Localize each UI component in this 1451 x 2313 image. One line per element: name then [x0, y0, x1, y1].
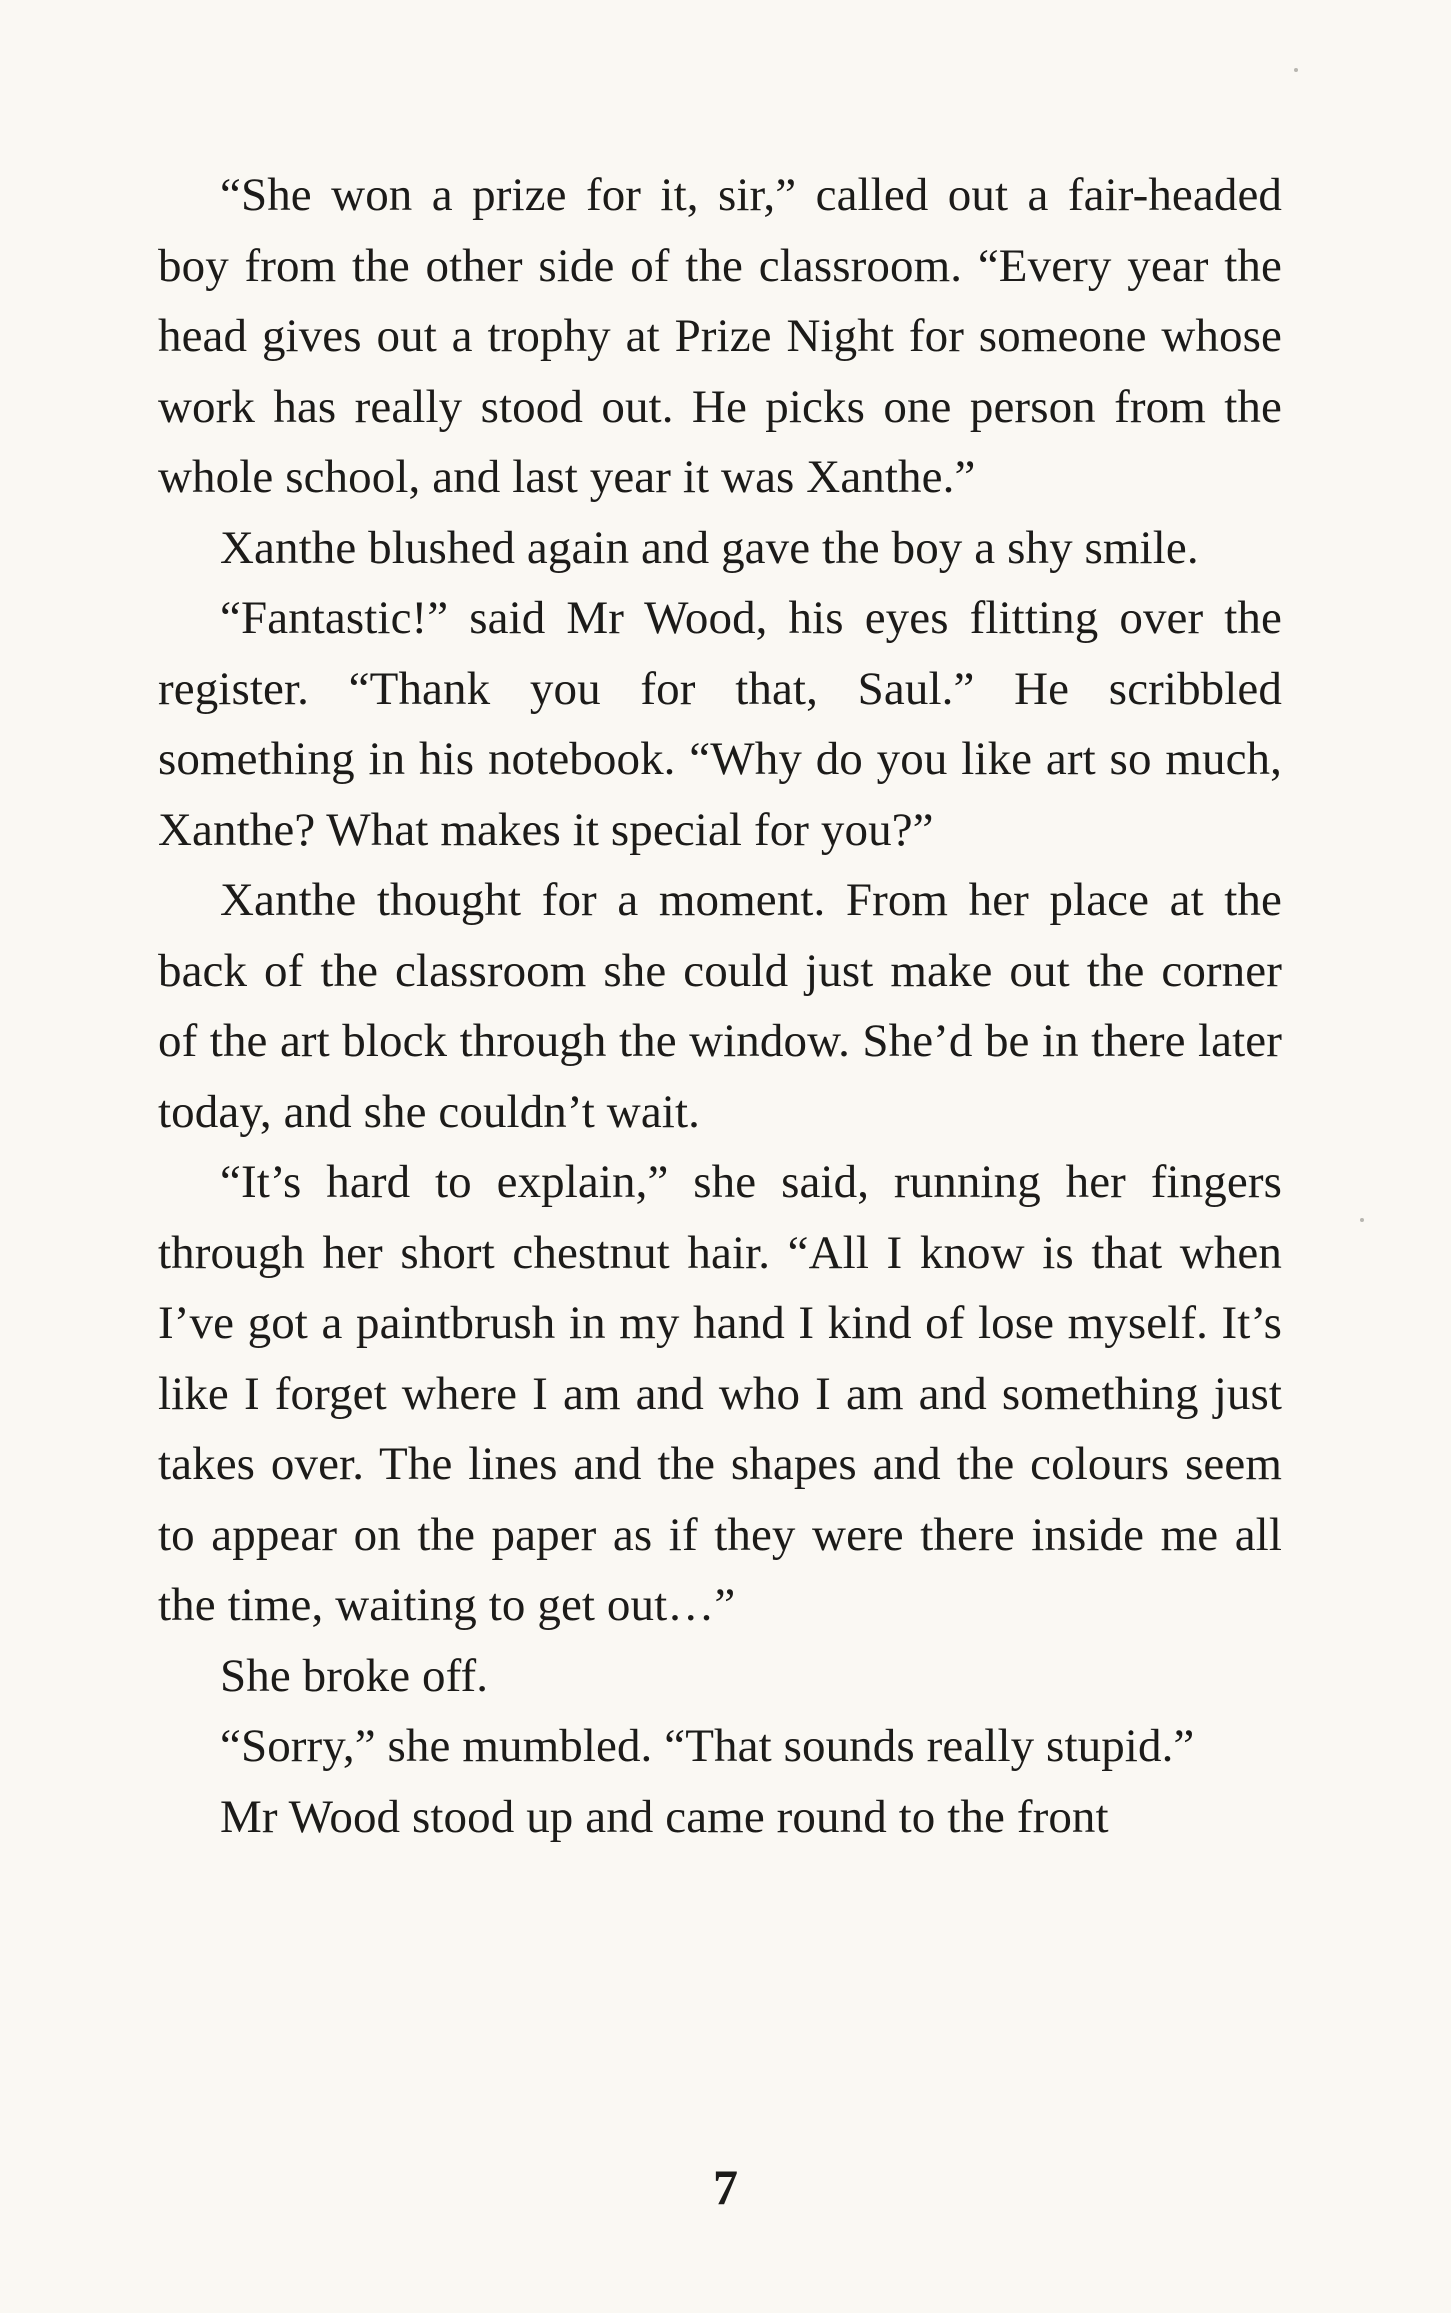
paper-speck — [1360, 1218, 1364, 1222]
paragraph: “She won a prize for it, sir,” called out a fair-headed boy from the other side of the classroom. “Every year the head gives out a trophy at Prize Night for someone whose work has really stood out. He picks one person from the whole school, and last year it was Xanthe.” — [158, 169, 1282, 503]
paragraph: Xanthe blushed again and gave the boy a shy smile. — [220, 521, 1199, 574]
paper-speck — [1294, 68, 1298, 72]
paragraph: “It’s hard to explain,” she said, running her fingers through her short chestnut hair. “All I know is that when I’ve got a paintbrush in my hand I kind of lose myself. It’s like I forget where I am and who I am and something just takes over. The lines and the shapes and the colours seem to appear on the paper as if they were there inside me all the time, waiting to get out…” — [158, 1156, 1282, 1631]
page-body — [158, 160, 1282, 1852]
paragraph: Mr Wood stood up and came round to the front — [220, 1790, 1109, 1843]
paragraph: Xanthe thought for a moment. From her place at the back of the classroom she could just make out the corner of the art block through the window. She’d be in there later today, and she couldn’t wait. — [158, 874, 1282, 1138]
paragraph: “Sorry,” she mumbled. “That sounds really stupid.” — [220, 1720, 1195, 1772]
paragraph: “Fantastic!” said Mr Wood, his eyes flitting over the register. “Thank you for that, Saul.” He scribbled something in his notebook. “Why do you like art so much, Xanthe? What makes it special for you?” — [158, 592, 1282, 856]
page-number: 7 — [713, 2159, 738, 2215]
paragraph: She broke off. — [220, 1649, 489, 1702]
